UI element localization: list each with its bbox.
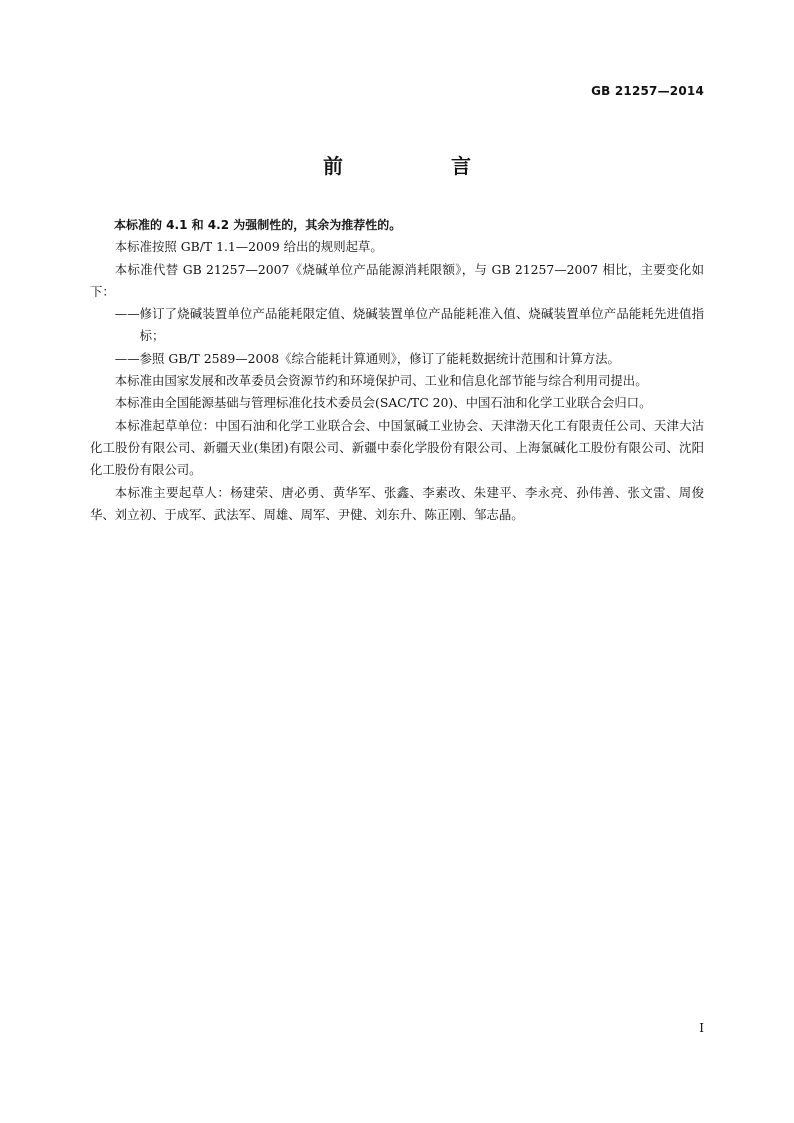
proposer-paragraph: 本标准由国家发展和改革委员会资源节约和环境保护司、工业和信息化部节能与综合利用司提出。 — [114, 373, 648, 389]
dash-marker: —— — [114, 306, 140, 322]
drafting-rules-paragraph: 本标准按照 GB/T 1.1—2009 给出的规则起草。 — [114, 239, 383, 255]
drafting-units-paragraph: 本标准起草单位：中国石油和化学工业联合会、中国氯碱工业协会、天津渤天化工有限责任公司、天津大沽化工股份有限公司、新疆天业(集团)有限公司、新疆中泰化学股份有限公司、上海氯碱化工股份有限公司、沈阳化工股份有限公司。 — [90, 417, 704, 478]
change-item — [90, 348, 704, 370]
replacement-paragraph: 本标准代替 GB 21257—2007《烧碱单位产品能源消耗限额》，与 GB 21257—2007 相比，主要变化如下： — [90, 261, 704, 299]
page-title: 前 言 — [323, 154, 515, 178]
drafters-paragraph: 本标准主要起草人：杨建荣、唐必勇、黄华军、张鑫、李素改、朱建平、李永亮、孙伟善、张文雷、周俊华、刘立初、于成军、武法军、周雄、周军、尹健、刘东升、陈正刚、邹志晶。 — [90, 484, 704, 522]
centralized-paragraph: 本标准由全国能源基础与管理标准化技术委员会(SAC/TC 20)、中国石油和化学工业联合会归口。 — [114, 395, 652, 411]
mandatory-clause-statement: 本标准的 4.1 和 4.2 为强制性的，其余为推荐性的。 — [114, 218, 402, 232]
standard-code: GB 21257—2014 — [591, 84, 704, 98]
foreword-body — [90, 214, 704, 526]
dash-marker: —— — [114, 350, 140, 366]
page-number: I — [699, 1021, 704, 1035]
change-item — [90, 303, 704, 348]
change-item-text: 参照 GB/T 2589—2008《综合能耗计算通则》，修订了能耗数据统计范围和计算方法。 — [139, 350, 620, 366]
change-item-text: 修订了烧碱装置单位产品能耗限定值、烧碱装置单位产品能耗准入值、烧碱装置单位产品能耗先进值指标； — [139, 306, 704, 344]
